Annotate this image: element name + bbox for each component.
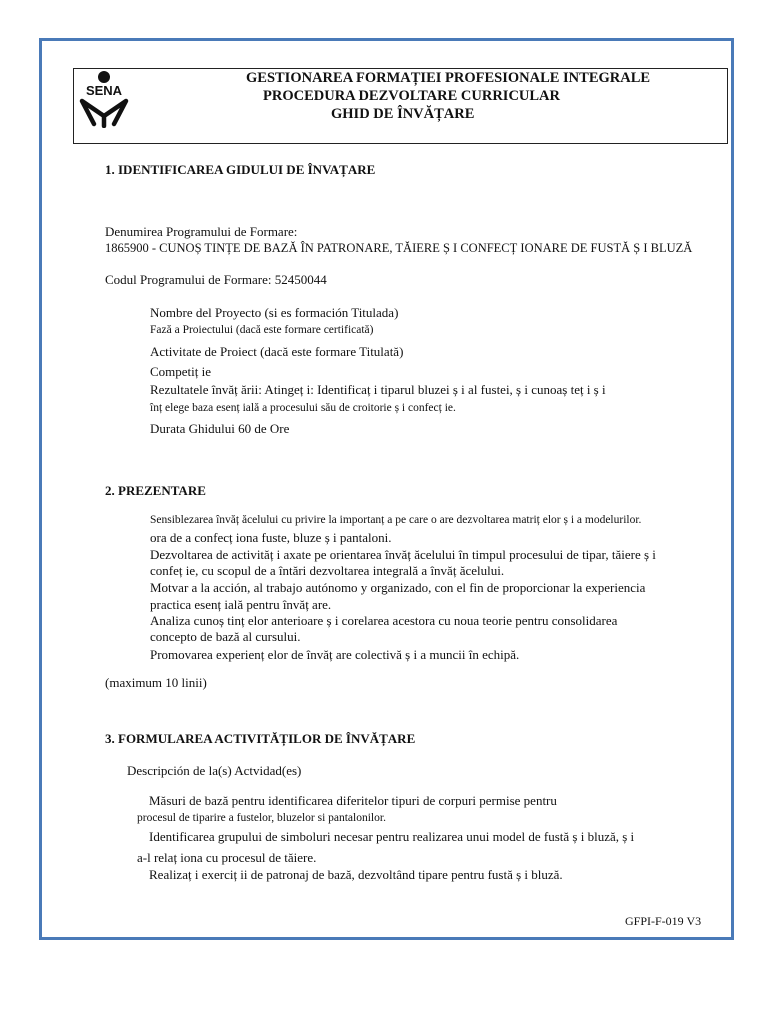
s2-item: Dezvoltarea de activităț i axate pe orientarea învăț ăcelului în timpul procesului de tipar, tăiere ș i: [150, 547, 656, 562]
program-name: 1865900 - CUNOȘ TINȚE DE BAZĂ ÎN PATRONARE, TĂIERE Ș I CONFECȚ IONARE DE FUSTĂ Ș I BLUZĂ: [105, 241, 693, 255]
s3-item: [127, 867, 563, 883]
s2-item: Sensiblezarea învăț ăcelului cu privire la importanț a pe care o are dezvoltarea matriț elor ș i a modelurilor.: [150, 514, 642, 526]
s3-item-text: Măsuri de bază pentru identificarea diferitelor tipuri de corpuri permise pentru: [149, 793, 557, 808]
activities-subtitle: Descripción de la(s) Actvidad(es): [127, 763, 302, 778]
s3-item: [127, 793, 557, 809]
s3-item: [127, 829, 634, 845]
s2-item-cont: concepto de bază al cursului.: [150, 629, 301, 644]
s1-item: Durata Ghidului 60 de Ore: [150, 421, 290, 436]
s1-item-cont: înț elege baza esenț ială a procesului său de croitorie ș i confecț ie.: [150, 402, 456, 414]
s2-item: Promovarea experienț elor de învăț are colectivă ș i a muncii în echipă.: [150, 647, 520, 662]
logo-mark: [82, 101, 126, 126]
s2-item-cont: ora de a confecț iona fuste, bluze ș i pantaloni.: [150, 530, 392, 545]
sena-logo: [76, 70, 132, 128]
s2-item-cont: practica esenț ială pentru învăț are.: [150, 597, 332, 612]
header-line2: PROCEDURA DEZVOLTARE CURRICULAR: [263, 88, 560, 104]
s3-item-text: Realizaț i exerciț ii de patronaj de bază, dezvoltând tipare pentru fustă ș i bluză.: [149, 867, 563, 882]
program-code: Codul Programului de Formare: 52450044: [105, 272, 327, 287]
s1-item: Nombre del Proyecto (si es formación Titulada): [150, 305, 399, 320]
section3-title: 3. FORMULAREA ACTIVITĂȚILOR DE ÎNVĂȚARE: [105, 731, 416, 746]
logo-text: SENA: [85, 83, 123, 98]
s1-item: Activitate de Proiect (dacă este formare Titulată): [150, 344, 404, 359]
header-line3: GHID DE ÎNVĂȚARE: [331, 106, 475, 122]
s3-item-text: Identificarea grupului de simboluri necesar pentru realizarea unui model de fustă ș i bluză, ș i: [149, 829, 635, 844]
s1-item: Rezultatele învăț ării: Atingeț i: Identificaț i tiparul bluzei ș i al fustei, ș i cunoaș teț i ș i: [150, 382, 606, 397]
program-label: Denumirea Programului de Formare:: [105, 224, 298, 239]
s1-item: Competiț ie: [150, 364, 212, 379]
footer-code: GFPI-F-019 V3: [625, 914, 702, 928]
max-lines-note: (maximum 10 linii): [105, 675, 207, 690]
s2-item: Analiza cunoș tinț elor anterioare ș i corelarea acestora cu noua teorie pentru consolidarea: [150, 613, 618, 628]
s2-item: Motvar a la acción, al trabajo autónomo y organizado, con el fin de proporcionar la experiencia: [150, 580, 646, 595]
s3-item-cont: a-l relaț iona cu procesul de tăiere.: [137, 850, 317, 865]
s2-item-cont: confeț ie, cu scopul de a întări dezvoltarea integrală a învăț ăcelului.: [150, 563, 505, 578]
logo-head: [98, 71, 110, 83]
s1-item: Fază a Proiectului (dacă este formare certificată): [150, 324, 374, 336]
section2-title: 2. PREZENTARE: [105, 483, 206, 498]
section1-title: 1. IDENTIFICAREA GIDULUI DE ÎNVAȚARE: [105, 162, 376, 177]
s3-item-cont: procesul de tiparire a fustelor, bluzelor si pantalonilor.: [137, 812, 386, 824]
header-line1: GESTIONAREA FORMAȚIEI PROFESIONALE INTEGRALE: [246, 70, 651, 86]
